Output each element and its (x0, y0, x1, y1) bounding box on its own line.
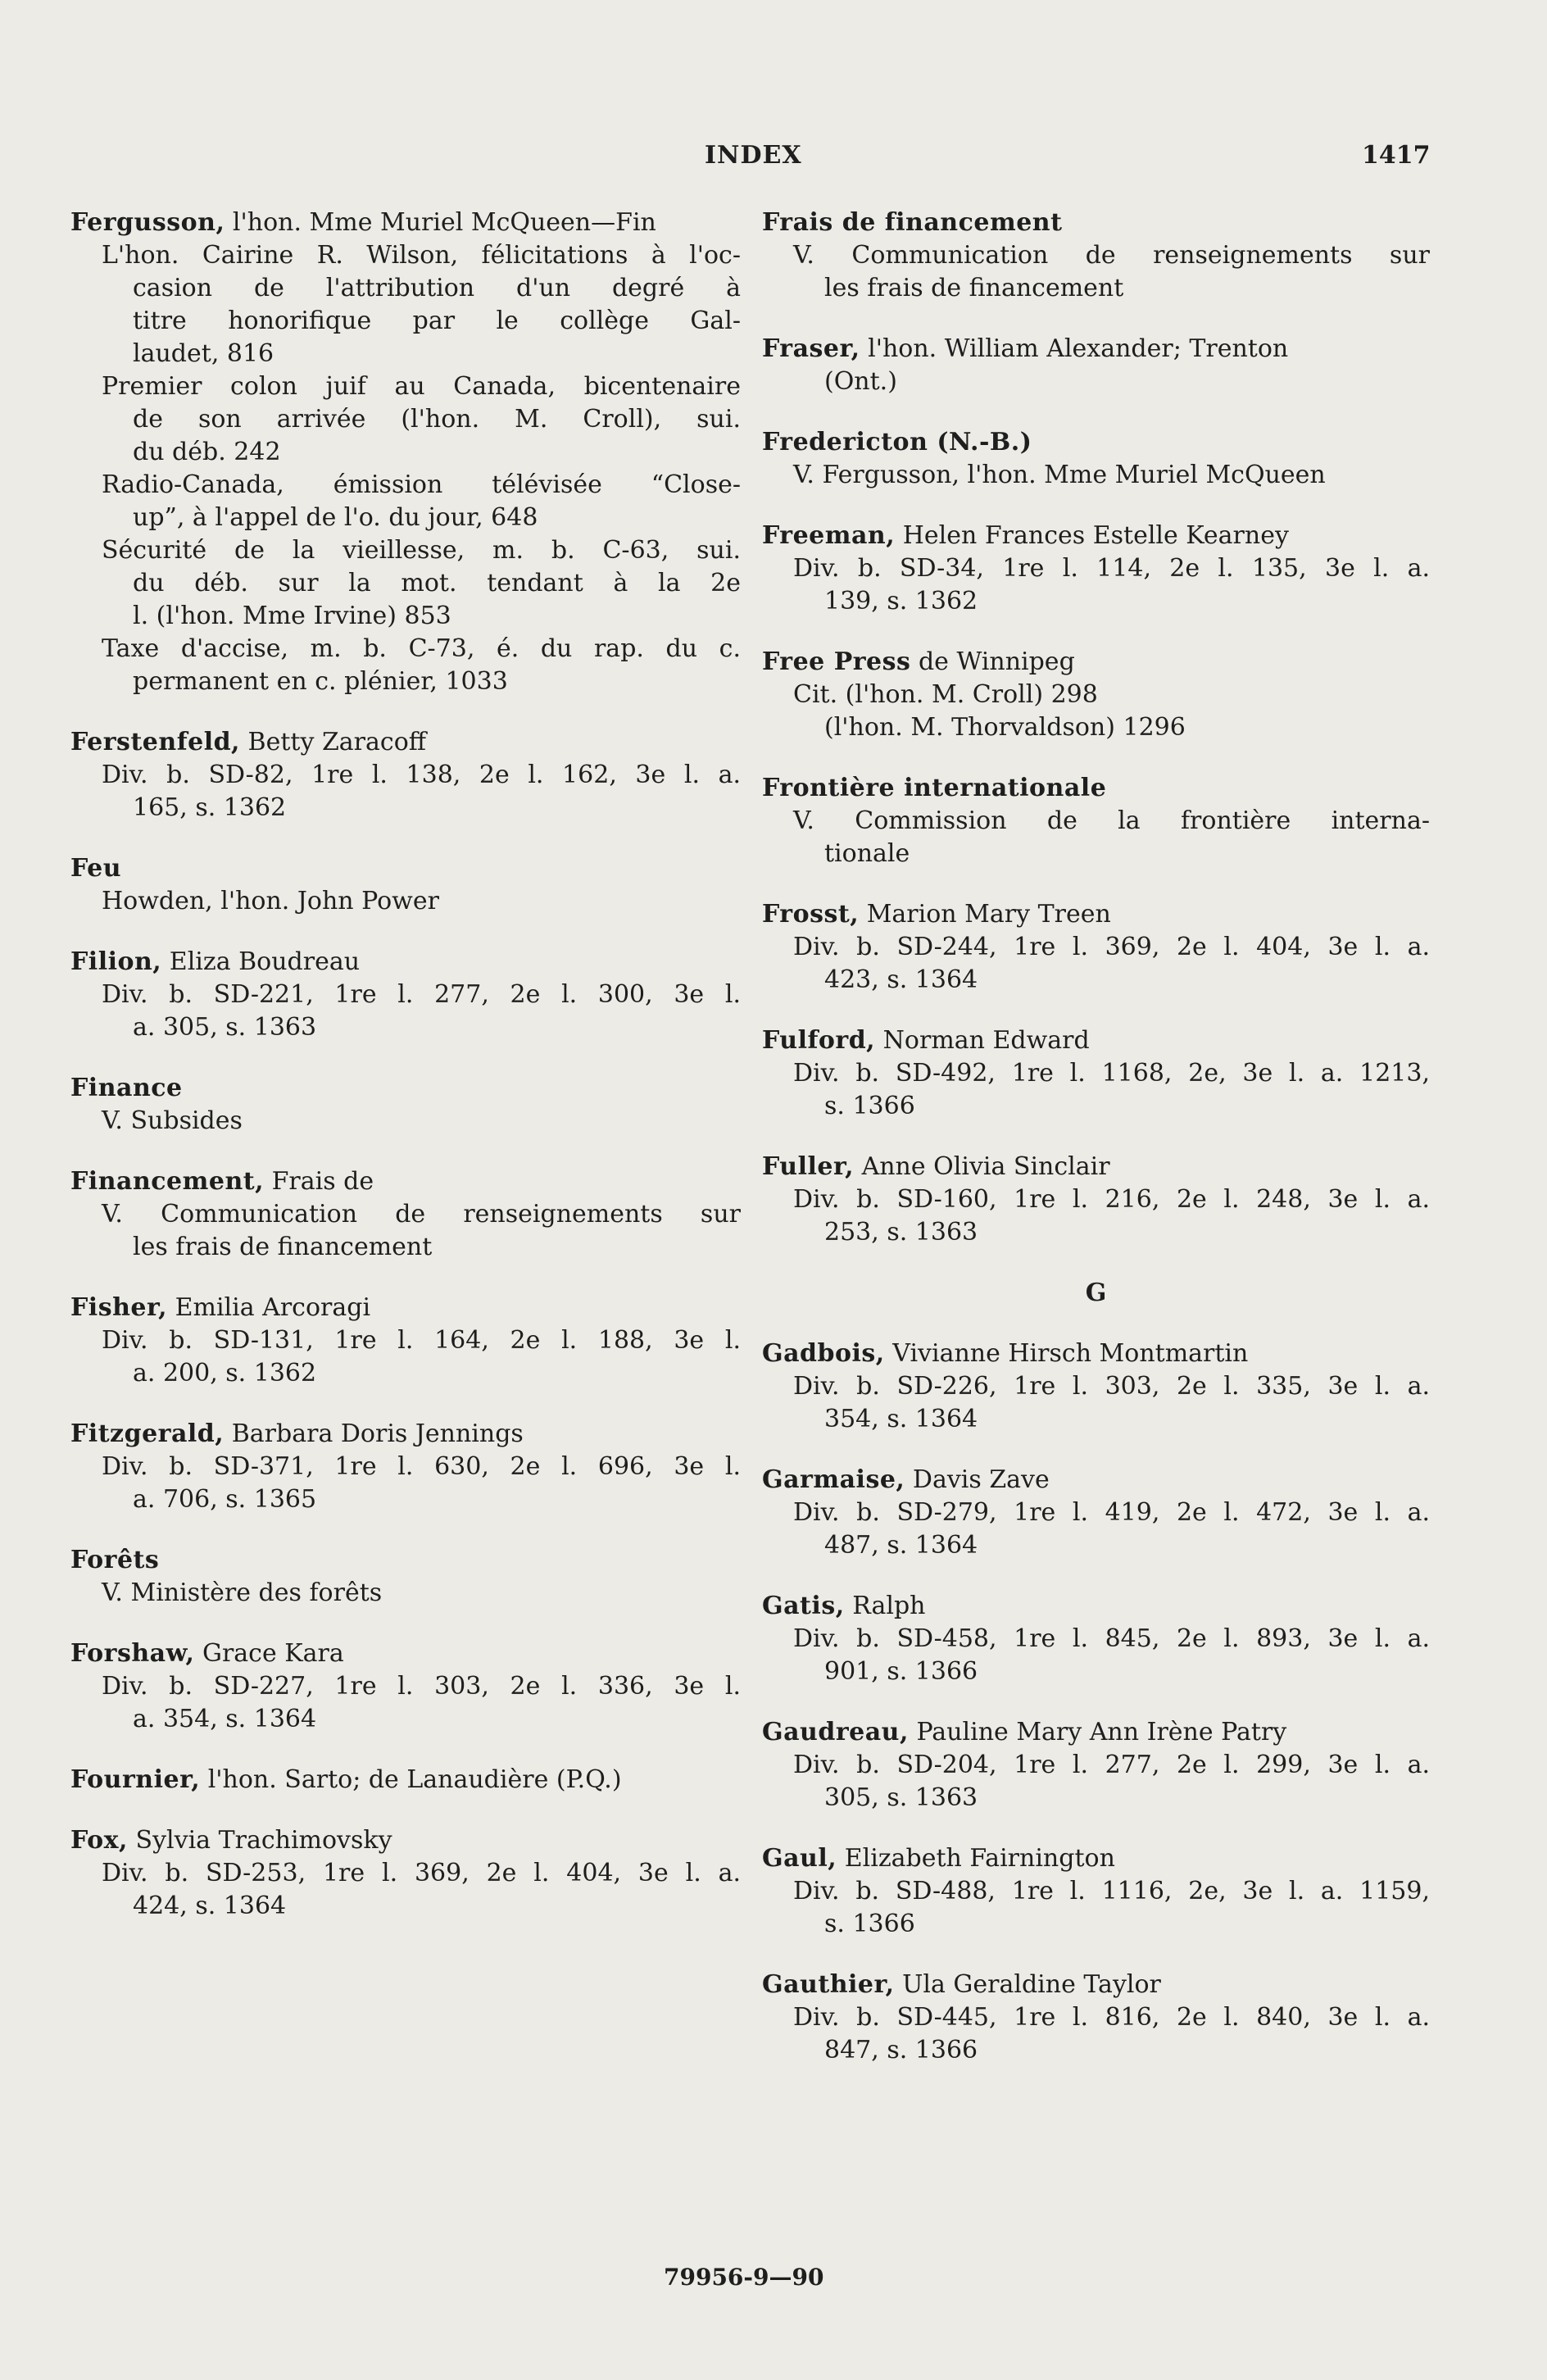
headword: Gatis, (762, 1592, 845, 1620)
index-entry (762, 1024, 1430, 1123)
index-entry (70, 1544, 741, 1610)
entry-heading (70, 1544, 741, 1577)
entry-heading (762, 426, 1430, 459)
headword: Fox, (70, 1826, 128, 1855)
entry-line: V. Ministère des forêts (102, 1578, 383, 1607)
footer-code: 79956-9—90 (664, 2264, 824, 2291)
entry-line: 354, s. 1364 (824, 1405, 978, 1433)
entry-heading (762, 1590, 1430, 1623)
entry-heading (762, 898, 1430, 931)
entry-line: Div. b. SD-244, 1re l. 369, 2e l. 404, 3e l. a. (793, 933, 1430, 961)
entry-heading (70, 1292, 741, 1324)
entry-heading (70, 1824, 741, 1857)
entry-line: Div. b. SD-221, 1re l. 277, 2e l. 300, 3e l. (102, 980, 741, 1009)
heading-rest: Pauline Mary Ann Irène Patry (908, 1718, 1287, 1746)
index-entry (762, 1464, 1430, 1562)
heading-rest: Eliza Boudreau (161, 947, 361, 976)
entry-line: 847, s. 1366 (824, 2036, 978, 2064)
entry-line: V. Subsides (102, 1106, 243, 1135)
headword: Free Press (762, 647, 911, 676)
entry-heading (762, 520, 1430, 552)
entry-line: Cit. (l'hon. M. Croll) 298 (793, 680, 1098, 709)
entry-heading (762, 1716, 1430, 1749)
index-entry (762, 772, 1430, 870)
entry-line: a. 200, s. 1362 (133, 1359, 317, 1388)
entry-line: laudet, 816 (133, 339, 274, 368)
heading-rest: Ula Geraldine Taylor (894, 1970, 1161, 1999)
page-header-title: INDEX (705, 141, 802, 170)
left-column (70, 207, 741, 1951)
entry-line: tionale (824, 839, 910, 868)
entry-line: Div. b. SD-34, 1re l. 114, 2e l. 135, 3e l. a. (793, 554, 1430, 583)
entry-line: 901, s. 1366 (824, 1657, 978, 1686)
entry-heading (70, 1165, 741, 1198)
headword: Fredericton (N.-B.) (762, 428, 1032, 456)
headword: Frontière internationale (762, 774, 1107, 802)
heading-rest: de Winnipeg (910, 647, 1075, 676)
entry-line: Div. b. SD-131, 1re l. 164, 2e l. 188, 3e l. (102, 1326, 741, 1355)
entry-heading (70, 946, 741, 979)
index-entry (70, 1418, 741, 1516)
heading-rest: Davis Zave (905, 1465, 1050, 1494)
entry-line: l. (l'hon. Mme Irvine) 853 (133, 602, 451, 630)
index-entry (70, 207, 741, 698)
index-entry (70, 1824, 741, 1923)
headword: Gauthier, (762, 1970, 895, 1999)
heading-rest: Norman Edward (875, 1026, 1090, 1055)
headword: Financement, (70, 1167, 265, 1196)
heading-rest: l'hon. Sarto; de Lanaudière (P.Q.) (200, 1765, 622, 1794)
entry-line: casion de l'attribution d'un degré à (133, 274, 741, 302)
headword: Filion, (70, 947, 162, 976)
entry-line: Sécurité de la vieillesse, m. b. C-63, sui. (102, 536, 741, 565)
entry-line: Div. b. SD-227, 1re l. 303, 2e l. 336, 3e l. (102, 1672, 741, 1701)
entry-line: du déb. sur la mot. tendant à la 2e (133, 569, 741, 597)
entry-line: 253, s. 1363 (824, 1218, 978, 1247)
entry-line: de son arrivée (l'hon. M. Croll), sui. (133, 405, 741, 434)
entry-line: les frais de financement (133, 1233, 433, 1261)
index-entry (70, 726, 741, 824)
entry-heading (70, 852, 741, 885)
entry-heading (762, 1151, 1430, 1183)
headword: Fisher, (70, 1293, 168, 1322)
entry-line: Div. b. SD-492, 1re l. 1168, 2e, 3e l. a. 1213, (793, 1059, 1430, 1088)
entry-heading (70, 1764, 741, 1796)
entry-line: Div. b. SD-160, 1re l. 216, 2e l. 248, 3e l. a. (793, 1185, 1430, 1214)
index-entry (762, 207, 1430, 305)
heading-rest: Grace Kara (194, 1639, 344, 1668)
entry-line: s. 1366 (824, 1910, 915, 1938)
index-entry (70, 1637, 741, 1736)
entry-line: L'hon. Cairine R. Wilson, félicitations à l'oc- (102, 241, 741, 270)
heading-rest: Helen Frances Estelle Kearney (895, 521, 1289, 550)
index-entry (762, 1590, 1430, 1688)
headword: Fergusson, (70, 208, 225, 237)
entry-heading (762, 207, 1430, 239)
entry-line: a. 305, s. 1363 (133, 1013, 317, 1042)
page-number: 1417 (1362, 141, 1431, 170)
heading-rest: Vivianne Hirsch Montmartin (884, 1339, 1249, 1368)
entry-line: V. Communication de renseignements sur (102, 1200, 741, 1229)
entry-line: V. Commission de la frontière interna- (793, 806, 1430, 835)
heading-rest: Elizabeth Fairnington (837, 1844, 1115, 1873)
entry-line: permanent en c. plénier, 1033 (133, 667, 508, 696)
entry-line: 305, s. 1363 (824, 1783, 978, 1812)
entry-line: 487, s. 1364 (824, 1531, 978, 1560)
index-entry (70, 946, 741, 1044)
headword: Garmaise, (762, 1465, 905, 1494)
index-entry (762, 1716, 1430, 1815)
index-entry (70, 1764, 741, 1796)
entry-line: titre honorifique par le collège Gal- (133, 307, 741, 335)
entry-heading (70, 726, 741, 759)
heading-rest: Anne Olivia Sinclair (854, 1152, 1110, 1181)
entry-heading (70, 1418, 741, 1451)
entry-line: Div. b. SD-253, 1re l. 369, 2e l. 404, 3e l. a. (102, 1859, 741, 1887)
heading-rest: l'hon. Mme Muriel McQueen—Fin (225, 208, 656, 237)
index-entry (762, 1151, 1430, 1249)
index-entry (762, 426, 1430, 492)
heading-rest: Ralph (844, 1592, 926, 1620)
entry-heading (762, 1464, 1430, 1497)
heading-rest: Sylvia Trachimovsky (128, 1826, 392, 1855)
entry-heading (762, 1969, 1430, 2001)
entry-line: 424, s. 1364 (133, 1892, 287, 1920)
entry-line: Div. b. SD-445, 1re l. 816, 2e l. 840, 3e l. a. (793, 2003, 1430, 2032)
entry-line: V. Fergusson, l'hon. Mme Muriel McQueen (793, 461, 1326, 489)
entry-line: Howden, l'hon. John Power (102, 887, 439, 915)
headword: Fournier, (70, 1765, 201, 1794)
entry-heading (762, 1338, 1430, 1370)
heading-rest: Betty Zaracoff (240, 728, 427, 756)
entry-line: Div. b. SD-488, 1re l. 1116, 2e, 3e l. a. 1159, (793, 1877, 1430, 1905)
headword: Finance (70, 1074, 183, 1102)
entry-line: Premier colon juif au Canada, bicentenaire (102, 372, 741, 401)
entry-heading (70, 1637, 741, 1670)
index-entry (762, 898, 1430, 997)
headword: Forêts (70, 1546, 160, 1574)
entry-line: s. 1366 (824, 1092, 915, 1120)
entry-line: Div. b. SD-279, 1re l. 419, 2e l. 472, 3e l. a. (793, 1498, 1430, 1527)
entry-line: Radio-Canada, émission télévisée “Close- (102, 470, 741, 499)
index-entry (70, 1292, 741, 1390)
index-entry (70, 852, 741, 918)
entry-line: a. 354, s. 1364 (133, 1705, 317, 1733)
headword: Fuller, (762, 1152, 855, 1181)
headword: Gaudreau, (762, 1718, 909, 1746)
entry-heading (762, 1842, 1430, 1875)
headword: Frais de financement (762, 208, 1063, 237)
entry-line: V. Communication de renseignements sur (793, 241, 1430, 270)
entry-line: (Ont.) (824, 367, 897, 396)
entry-line: Div. b. SD-82, 1re l. 138, 2e l. 162, 3e l. a. (102, 761, 741, 789)
headword: Feu (70, 854, 122, 883)
entry-line: (l'hon. M. Thorvaldson) 1296 (824, 713, 1186, 742)
headword: Gaul, (762, 1844, 837, 1873)
index-entry (70, 1165, 741, 1264)
entry-line: Div. b. SD-458, 1re l. 845, 2e l. 893, 3e l. a. (793, 1624, 1430, 1653)
heading-rest: Emilia Arcoragi (167, 1293, 371, 1322)
entry-heading (762, 1024, 1430, 1057)
entry-line: 423, s. 1364 (824, 965, 978, 994)
entry-line: Div. b. SD-371, 1re l. 630, 2e l. 696, 3e l. (102, 1452, 741, 1481)
entry-line: 139, s. 1362 (824, 587, 978, 615)
entry-line: Div. b. SD-204, 1re l. 277, 2e l. 299, 3e l. a. (793, 1751, 1430, 1779)
headword: Fulford, (762, 1026, 876, 1055)
heading-rest: Frais de (264, 1167, 374, 1196)
headword: Fraser, (762, 334, 860, 363)
heading-rest: Marion Mary Treen (859, 900, 1111, 929)
entry-line: du déb. 242 (133, 438, 281, 466)
headword: Gadbois, (762, 1339, 885, 1368)
index-entry (762, 1969, 1430, 2067)
headword: Forshaw, (70, 1639, 195, 1668)
entry-heading (762, 646, 1430, 679)
index-entry (762, 1338, 1430, 1436)
entry-line: a. 706, s. 1365 (133, 1485, 317, 1514)
heading-rest: l'hon. William Alexander; Trenton (860, 334, 1289, 363)
entry-heading (70, 207, 741, 239)
entry-line: les frais de financement (824, 274, 1124, 302)
index-entry (762, 1842, 1430, 1941)
headword: Frosst, (762, 900, 860, 929)
right-column (762, 207, 1430, 2095)
headword: Ferstenfeld, (70, 728, 241, 756)
index-entry (762, 520, 1430, 618)
entry-heading (762, 772, 1430, 805)
entry-heading (70, 1072, 741, 1105)
entry-heading (762, 333, 1430, 366)
headword: Freeman, (762, 521, 896, 550)
index-entry (762, 333, 1430, 398)
section-letter: G (1085, 1279, 1107, 1307)
entry-line: Taxe d'accise, m. b. C-73, é. du rap. du c. (102, 634, 741, 663)
heading-rest: Barbara Doris Jennings (224, 1419, 524, 1448)
index-entry (70, 1072, 741, 1138)
headword: Fitzgerald, (70, 1419, 225, 1448)
entry-line: Div. b. SD-226, 1re l. 303, 2e l. 335, 3e l. a. (793, 1372, 1430, 1401)
entry-line: 165, s. 1362 (133, 793, 287, 822)
entry-line: up”, à l'appel de l'o. du jour, 648 (133, 503, 538, 532)
index-entry (762, 646, 1430, 744)
